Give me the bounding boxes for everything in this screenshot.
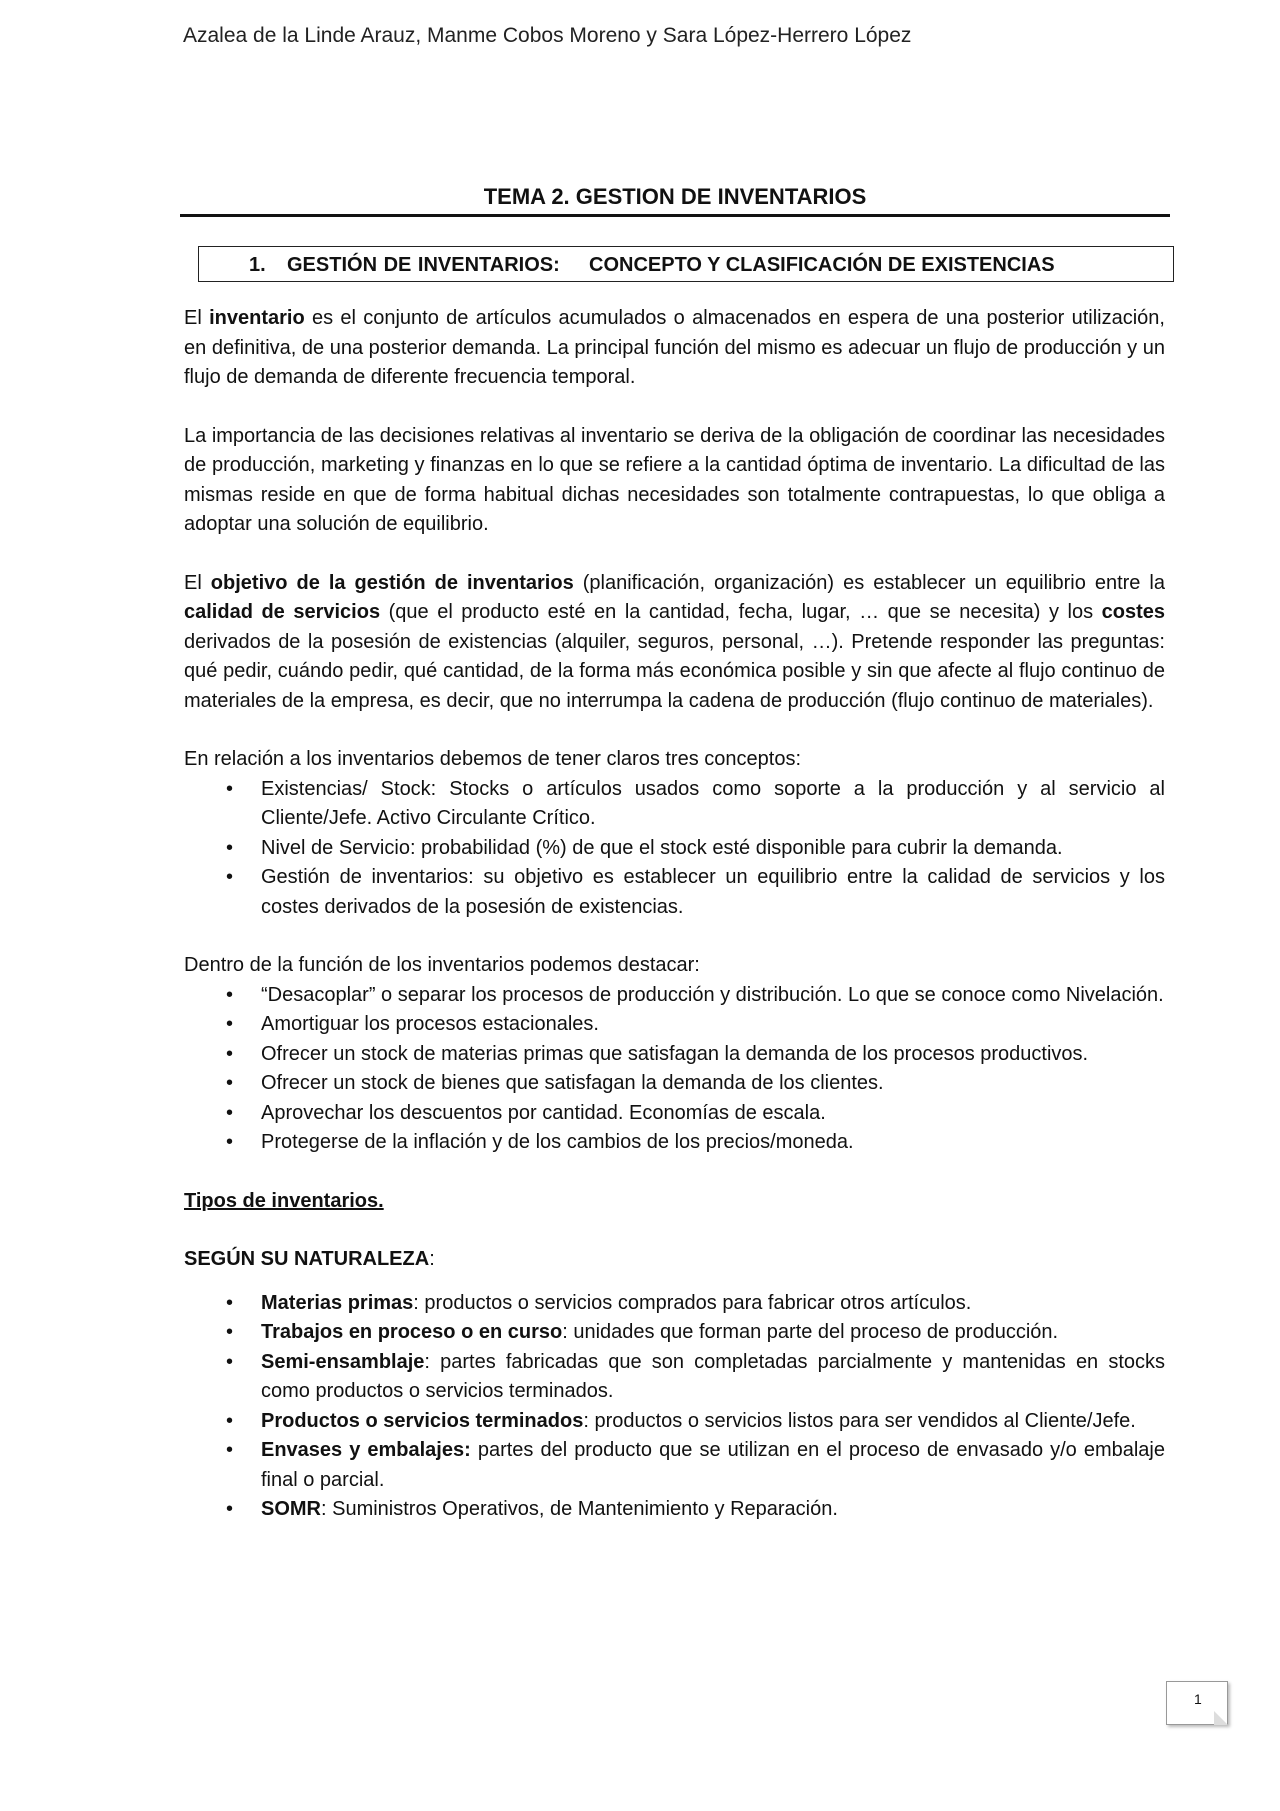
list-item: • Productos o servicios terminados: productos o servicios listos para ser vendidos al Cliente/Jefe. [184, 1407, 1165, 1437]
types-heading: Tipos de inventarios. [184, 1189, 384, 1212]
list-item: • Ofrecer un stock de bienes que satisfagan la demanda de los clientes. [184, 1069, 1165, 1099]
term-objetivo: objetivo de la gestión de inventarios [210, 571, 574, 594]
bullet-icon: • [226, 1013, 234, 1035]
bullet-icon: • [226, 1131, 234, 1153]
list-item: • “Desacoplar” o separar los procesos de producción y distribución. Lo que se conoce como Nivelación. [184, 981, 1165, 1011]
document-body [184, 304, 1165, 1554]
section-label-a: GESTIÓN DE INVENTARIOS: [287, 254, 560, 276]
bullet-icon: • [226, 866, 234, 888]
concepts-list [184, 775, 1165, 923]
list-item: • Protegerse de la inflación y de los cambios de los precios/moneda. [184, 1128, 1165, 1158]
concepts-intro: En relación a los inventarios debemos de tener claros tres conceptos: [184, 748, 802, 770]
term-inventario: inventario [209, 307, 305, 329]
functions-intro: Dentro de la función de los inventarios podemos destacar: [184, 954, 700, 976]
term-costes: costes [1101, 601, 1165, 623]
page-number: 1 [1194, 1691, 1202, 1707]
list-item: • SOMR: Suministros Operativos, de Mantenimiento y Reparación. [184, 1495, 1165, 1525]
bullet-icon: • [226, 1498, 234, 1520]
bullet-icon: • [226, 1409, 234, 1432]
term-calidad: calidad de servicios [184, 601, 381, 623]
bullet-icon: • [226, 1291, 234, 1314]
section-label-b: CONCEPTO Y CLASIFICACIÓN DE EXISTENCIAS [589, 254, 1055, 276]
page-header-authors: Azalea de la Linde Arauz, Manme Cobos Moreno y Sara López-Herrero López [183, 24, 912, 47]
section-number: 1. [249, 254, 266, 276]
functions-list [184, 981, 1165, 1158]
page-title: TEMA 2. GESTION DE INVENTARIOS [483, 184, 867, 209]
list-item: • Aprovechar los descuentos por cantidad. Economías de escala. [184, 1099, 1165, 1129]
bullet-icon: • [226, 1321, 234, 1343]
bullet-icon: • [226, 1072, 234, 1094]
bullet-icon: • [226, 777, 234, 800]
title-underline [180, 214, 1170, 217]
nature-list [184, 1289, 1165, 1525]
bullet-icon: • [226, 1101, 234, 1124]
paragraph-objetivo: El objetivo de la gestión de inventarios (planificación, organización) es establecer un equilibrio entre la calidad de servicios (que el producto esté en la cantidad, fecha, lugar, … que se necesita) y los costes derivados de la posesión de existencias (alquiler, seguros, personal, …). Pretende responder las preguntas: qué pedir, cuándo pedir, qué cantidad, de la forma más económica posible y sin que afecte al flujo continuo de materiales de la empresa, es decir, que no interrumpa la cadena de producción (flujo continuo de materiales). [184, 571, 1165, 712]
list-item: • Semi-ensamblaje: partes fabricadas que son completadas parcialmente y mantenidas en stocks como productos o servicios terminados. [184, 1348, 1165, 1407]
list-item: • Ofrecer un stock de materias primas que satisfagan la demanda de los procesos productivos. [184, 1040, 1165, 1070]
section-heading-box [198, 246, 1174, 282]
list-item: • Existencias/ Stock: Stocks o artículos usados como soporte a la producción y al servicio al Cliente/Jefe. Activo Circulante Crítico. [184, 775, 1165, 834]
list-item: • Nivel de Servicio: probabilidad (%) de que el stock esté disponible para cubrir la demanda. [184, 834, 1165, 864]
list-item: • Amortiguar los procesos estacionales. [184, 1010, 1165, 1040]
page-number-box [1166, 1681, 1228, 1725]
bullet-icon: • [226, 1350, 234, 1373]
list-item: • Materias primas: productos o servicios comprados para fabricar otros artículos. [184, 1289, 1165, 1319]
paragraph-importancia: La importancia de las decisiones relativas al inventario se deriva de la obligación de coordinar las necesidades de producción, marketing y finanzas en lo que se refiere a la cantidad óptima de inventario. La dificultad de las mismas reside en que de forma habitual dichas necesidades son totalmente contrapuestas, lo que obliga a adoptar una solución de equilibrio. [184, 424, 1165, 535]
list-item: • Trabajos en proceso o en curso: unidades que forman parte del proceso de producción. [184, 1318, 1165, 1348]
bullet-icon: • [226, 1042, 234, 1065]
page-curl-icon [1214, 1711, 1228, 1725]
list-item: • Gestión de inventarios: su objetivo es establecer un equilibrio entre la calidad de servicios y los costes derivados de la posesión de existencias. [184, 863, 1165, 922]
list-item: • Envases y embalajes: partes del producto que se utilizan en el proceso de envasado y/o embalaje final o parcial. [184, 1436, 1165, 1495]
paragraph-inventario: El inventario es el conjunto de artículos acumulados o almacenados en espera de una posterior utilización, en definitiva, de una posterior demanda. La principal función del mismo es adecuar un flujo de producción y un flujo de demanda de diferente frecuencia temporal. [184, 307, 1165, 388]
bullet-icon: • [226, 836, 234, 859]
bullet-icon: • [226, 1439, 234, 1461]
nature-heading: SEGÚN SU NATURALEZA: [184, 1248, 435, 1270]
bullet-icon: • [226, 983, 234, 1006]
